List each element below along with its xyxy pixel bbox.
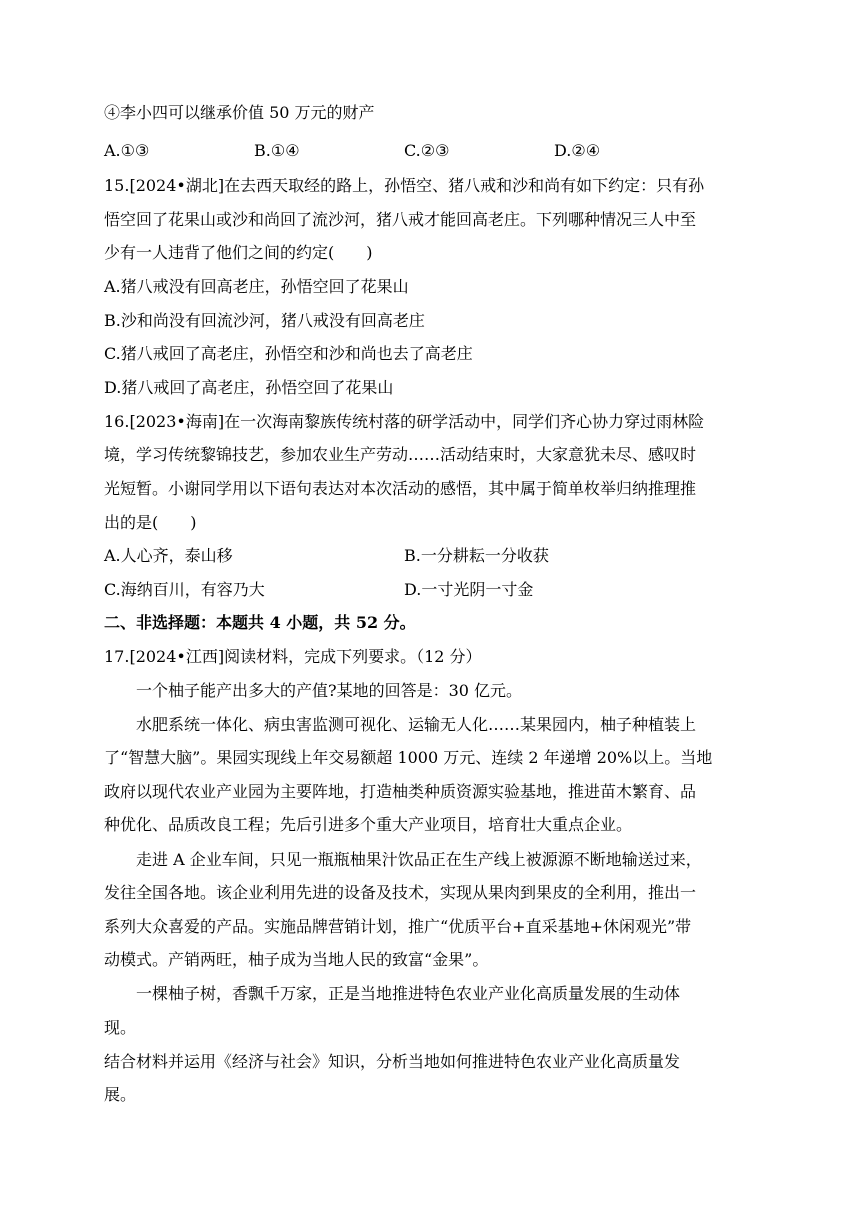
q14-option-c: C.②③ (404, 141, 450, 160)
q17-question-line: 结合材料并运用《经济与社会》知识，分析当地如何推进特色农业产业化高质量发 (104, 1052, 681, 1071)
q15-option-c: C.猪八戒回了高老庄，孙悟空和沙和尚也去了高老庄 (104, 344, 473, 363)
q16-option-d: D.一寸光阴一寸金 (404, 580, 534, 599)
q17-para2-line: 了“智慧大脑”。果园实现线上年交易额超 1000 万元、连续 2 年递增 20%以上。当地 (104, 748, 713, 767)
q15-option-a: A.猪八戒没有回高老庄，孙悟空回了花果山 (104, 277, 409, 296)
q17-para3-line: 走进 A 企业车间，只见一瓶瓶柚果汁饮品正在生产线上被源源不断地输送过来， (136, 850, 702, 869)
q16-stem-line: 境，学习传统黎锦技艺，参加农业生产劳动……活动结束时，大家意犹未尽、感叹时 (104, 445, 697, 464)
q16-option-a: A.人心齐，泰山移 (104, 546, 233, 565)
q16-option-b: B.一分耕耘一分收获 (404, 546, 549, 565)
q17-stem: 17.[2024•江西]阅读材料，完成下列要求。（12 分） (104, 647, 482, 666)
section-heading: 二、非选择题：本题共 4 小题，共 52 分。 (104, 613, 416, 632)
q17-question-line: 展。 (104, 1085, 137, 1104)
q15-stem-line: 少有一人违背了他们之间的约定( ) (104, 243, 373, 262)
q15-stem-line: 15.[2024•湖北]在去西天取经的路上，孙悟空、猪八戒和沙和尚有如下约定：只有孙 (104, 176, 705, 195)
q15-option-d: D.猪八戒回了高老庄，孙悟空回了花果山 (104, 378, 394, 397)
q14-option-d: D.②④ (554, 141, 601, 160)
q17-para2-line: 政府以现代农业产业园为主要阵地，打造柚类种质资源实验基地，推进苗木繁育、品 (104, 782, 697, 801)
q16-option-c: C.海纳百川，有容乃大 (104, 580, 265, 599)
q15-option-b: B.沙和尚没有回流沙河，猪八戒没有回高老庄 (104, 311, 425, 330)
q17-para3-line: 系列大众喜爱的产品。实施品牌营销计划，推广“优质平台+直采基地+休闲观光”带 (104, 917, 692, 936)
q15-stem-line: 悟空回了花果山或沙和尚回了流沙河，猪八戒才能回高老庄。下列哪种情况三人中至 (104, 210, 697, 229)
q16-stem-line: 出的是( ) (104, 513, 197, 532)
q17-para2-line: 水肥系统一体化、病虫害监测可视化、运输无人化……某果园内，柚子种植装上 (136, 715, 697, 734)
q17-para4-line: 一棵柚子树，香飘千万家，正是当地推进特色农业产业化高质量发展的生动体 (136, 984, 681, 1003)
q16-stem-line: 光短暂。小谢同学用以下语句表达对本次活动的感悟，其中属于简单枚举归纳推理推 (104, 479, 697, 498)
q14-option-a: A.①③ (104, 141, 150, 160)
q14-option-b: B.①④ (254, 141, 300, 160)
q17-para4-line: 现。 (104, 1018, 137, 1037)
q17-para2-line: 种优化、品质改良工程；先后引进多个重大产业项目，培育壮大重点企业。 (104, 815, 633, 834)
q14-item-4: ④李小四可以继承价值 50 万元的财产 (104, 103, 375, 122)
q17-paragraph-1: 一个柚子能产出多大的产值?某地的回答是：30 亿元。 (136, 681, 523, 700)
q16-stem-line: 16.[2023•海南]在一次海南黎族传统村落的研学活动中，同学们齐心协力穿过雨林险 (104, 412, 705, 431)
q17-para3-line: 发往全国各地。该企业利用先进的设备及技术，实现从果肉到果皮的全利用，推出一 (104, 883, 697, 902)
q17-para3-line: 动模式。产销两旺，柚子成为当地人民的致富“金果”。 (104, 950, 489, 969)
